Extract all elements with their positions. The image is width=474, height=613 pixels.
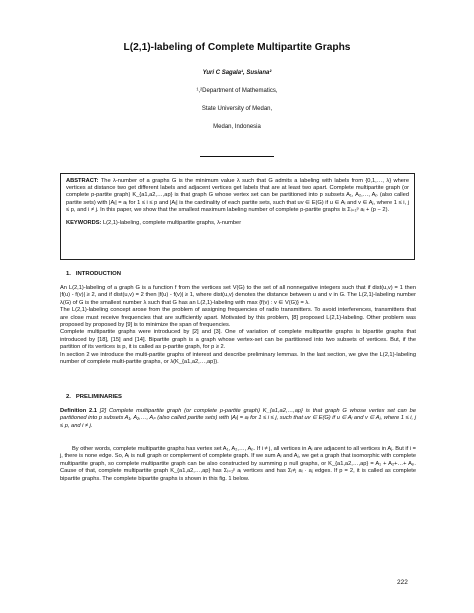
intro-paragraph: In section 2 we introduce the multi-partite graphs of interest and describe preliminary lemmas. In the last section, we give the L(2,1)-labeling number of complete multi-partite graphs, or λ(K_{a1,a2,…,ap}). bbox=[60, 351, 416, 366]
affiliation-city: Medan, Indonesia bbox=[213, 124, 261, 130]
section-heading-introduction: 1. INTRODUCTION bbox=[66, 271, 122, 277]
keywords-text: L(2,1)-labeling, complete multipartite graphs, λ-number bbox=[101, 220, 242, 227]
keywords bbox=[66, 220, 409, 226]
authors: Yuri C Sagala¹, Susiana² bbox=[202, 70, 272, 76]
paper-title: L(2,1)-labeling of Complete Multipartite Graphs bbox=[123, 42, 351, 53]
abstract-label: ABSTRACT: bbox=[66, 178, 99, 184]
intro-paragraph: The L(2,1)-labeling concept arose from the problem of assigning frequencies of radio transmitters. To avoid interferences, transmitters that are close must receive frequencies that are sufficiently apart. Motivated by this problem, [8] proposed L(2,1)-labeling. Other problem was proposed by proposed by [9] is to minimize the span of frequencies. bbox=[60, 307, 416, 329]
definition-label: Definition 2.1 bbox=[60, 408, 97, 414]
keywords-label: KEYWORDS: bbox=[66, 220, 102, 227]
affiliation-department: ¹,²Department of Mathematics, bbox=[196, 88, 278, 94]
abstract bbox=[66, 178, 409, 214]
introduction-body bbox=[60, 285, 416, 366]
preliminaries-paragraph: By other words, complete multipartite graphs has vertex set A₁, A₂,…, Aₚ. If i ≠ j, all vertices in Aᵢ are adjacent to all vertices in Aⱼ. But if i = j, there is none edge. So, Aᵢ is null graph or complement of complete graph. If we sum Aᵢ and Aⱼ, we get a graph that isomorphic with complete multipartite graph, so complete multipartite graph can be also constructed by summing p null graphs, or K_{a1,a2,…,ap} = A₁ + A₂+…+ Aₚ. Cause of that, complete multipartite graph K_{a1,a2,…,ap} has Σᵢ₌₁ᵖ aᵢ vertices and has Σᵢ≠ⱼ aᵢ · aⱼ edges. If p = 2, it is called as complete bipartite graphs. The complete bipartite graphs is shown in this fig. 1 below. bbox=[60, 446, 416, 482]
title-divider bbox=[200, 156, 274, 157]
abstract-box bbox=[60, 173, 415, 260]
intro-paragraph: Complete multipartite graphs were introduced by [2] and [3]. One of variation of complete multipartite graphs is bipartite graphs that introduced by [18], [15] and [14]. Bipartite graph is a graph whose vertex-set can be partitioned into two subsets of vertices. But, if the partition of its vertices is p, it is called as p-partite graph, for p ≥ 2. bbox=[60, 329, 416, 351]
abstract-text: The λ-number of a graphs G is the minimum value λ such that G admits a labeling with labels from {0,1,…, λ} where vertices at distance two get different labels and adjacent vertices get labels that are at least two apart. Complete multipartite graph (or complete p-partite graph) K_{a1,a2,…,ap} is that graph G whose vertex set can be partitioned into p subsets A₁, A₂,…, Aₚ (also called partite sets) with |Aᵢ| = aᵢ for 1 ≤ i ≤ p and |Aᵢ| is the cardinality of each partite sets, such that uv ∈ E(G) if u ∈ Aᵢ and v ∈ Aⱼ, where 1 ≤ i, j ≤ p, and i ≠ j. In this paper, we show that the smallest maximum labeling number of complete p-partite graphs is Σᵢ₌₁ᵖ aᵢ + (p − 2). bbox=[66, 178, 409, 213]
section-heading-preliminaries: 2. PRELIMINARIES bbox=[66, 394, 122, 400]
page-number: 222 bbox=[397, 579, 408, 586]
definition-block bbox=[60, 408, 416, 430]
affiliation-university: State University of Medan, bbox=[201, 106, 273, 112]
definition-text: [2] Complete multipartite graph (or complete p-partite graph) K_{a1,a2,…,ap} is that graph G whose vertex set can be partitioned into p subsets A₁, A₂,…, Aₚ (also called partite sets) with |Aᵢ| = aᵢ for 1 ≤ i ≤ j, such that uv ∈ E(G) if u ∈ Aᵢ and v ∈ Aⱼ, where 1 ≤ i, j ≤ p, and i ≠ j. bbox=[60, 408, 416, 429]
intro-paragraph: An L(2,1)-labeling of a graph G is a function f from the vertices set V(G) to the set of all nonnegative integers such that if dist(u,v) = 1 then |f(u) - f(v)| ≥ 2, and if dist(u,v) = 2 then |f(u) - f(v)| ≥ 1, where dist(u,v) denotes the distance between u and v in G. The L(2,1)-labeling number λ(G) of G is the smallest number λ such that G has an L(2,1)-labeling with max {f(v) : v ∈ V(G)} = λ. bbox=[60, 285, 416, 306]
